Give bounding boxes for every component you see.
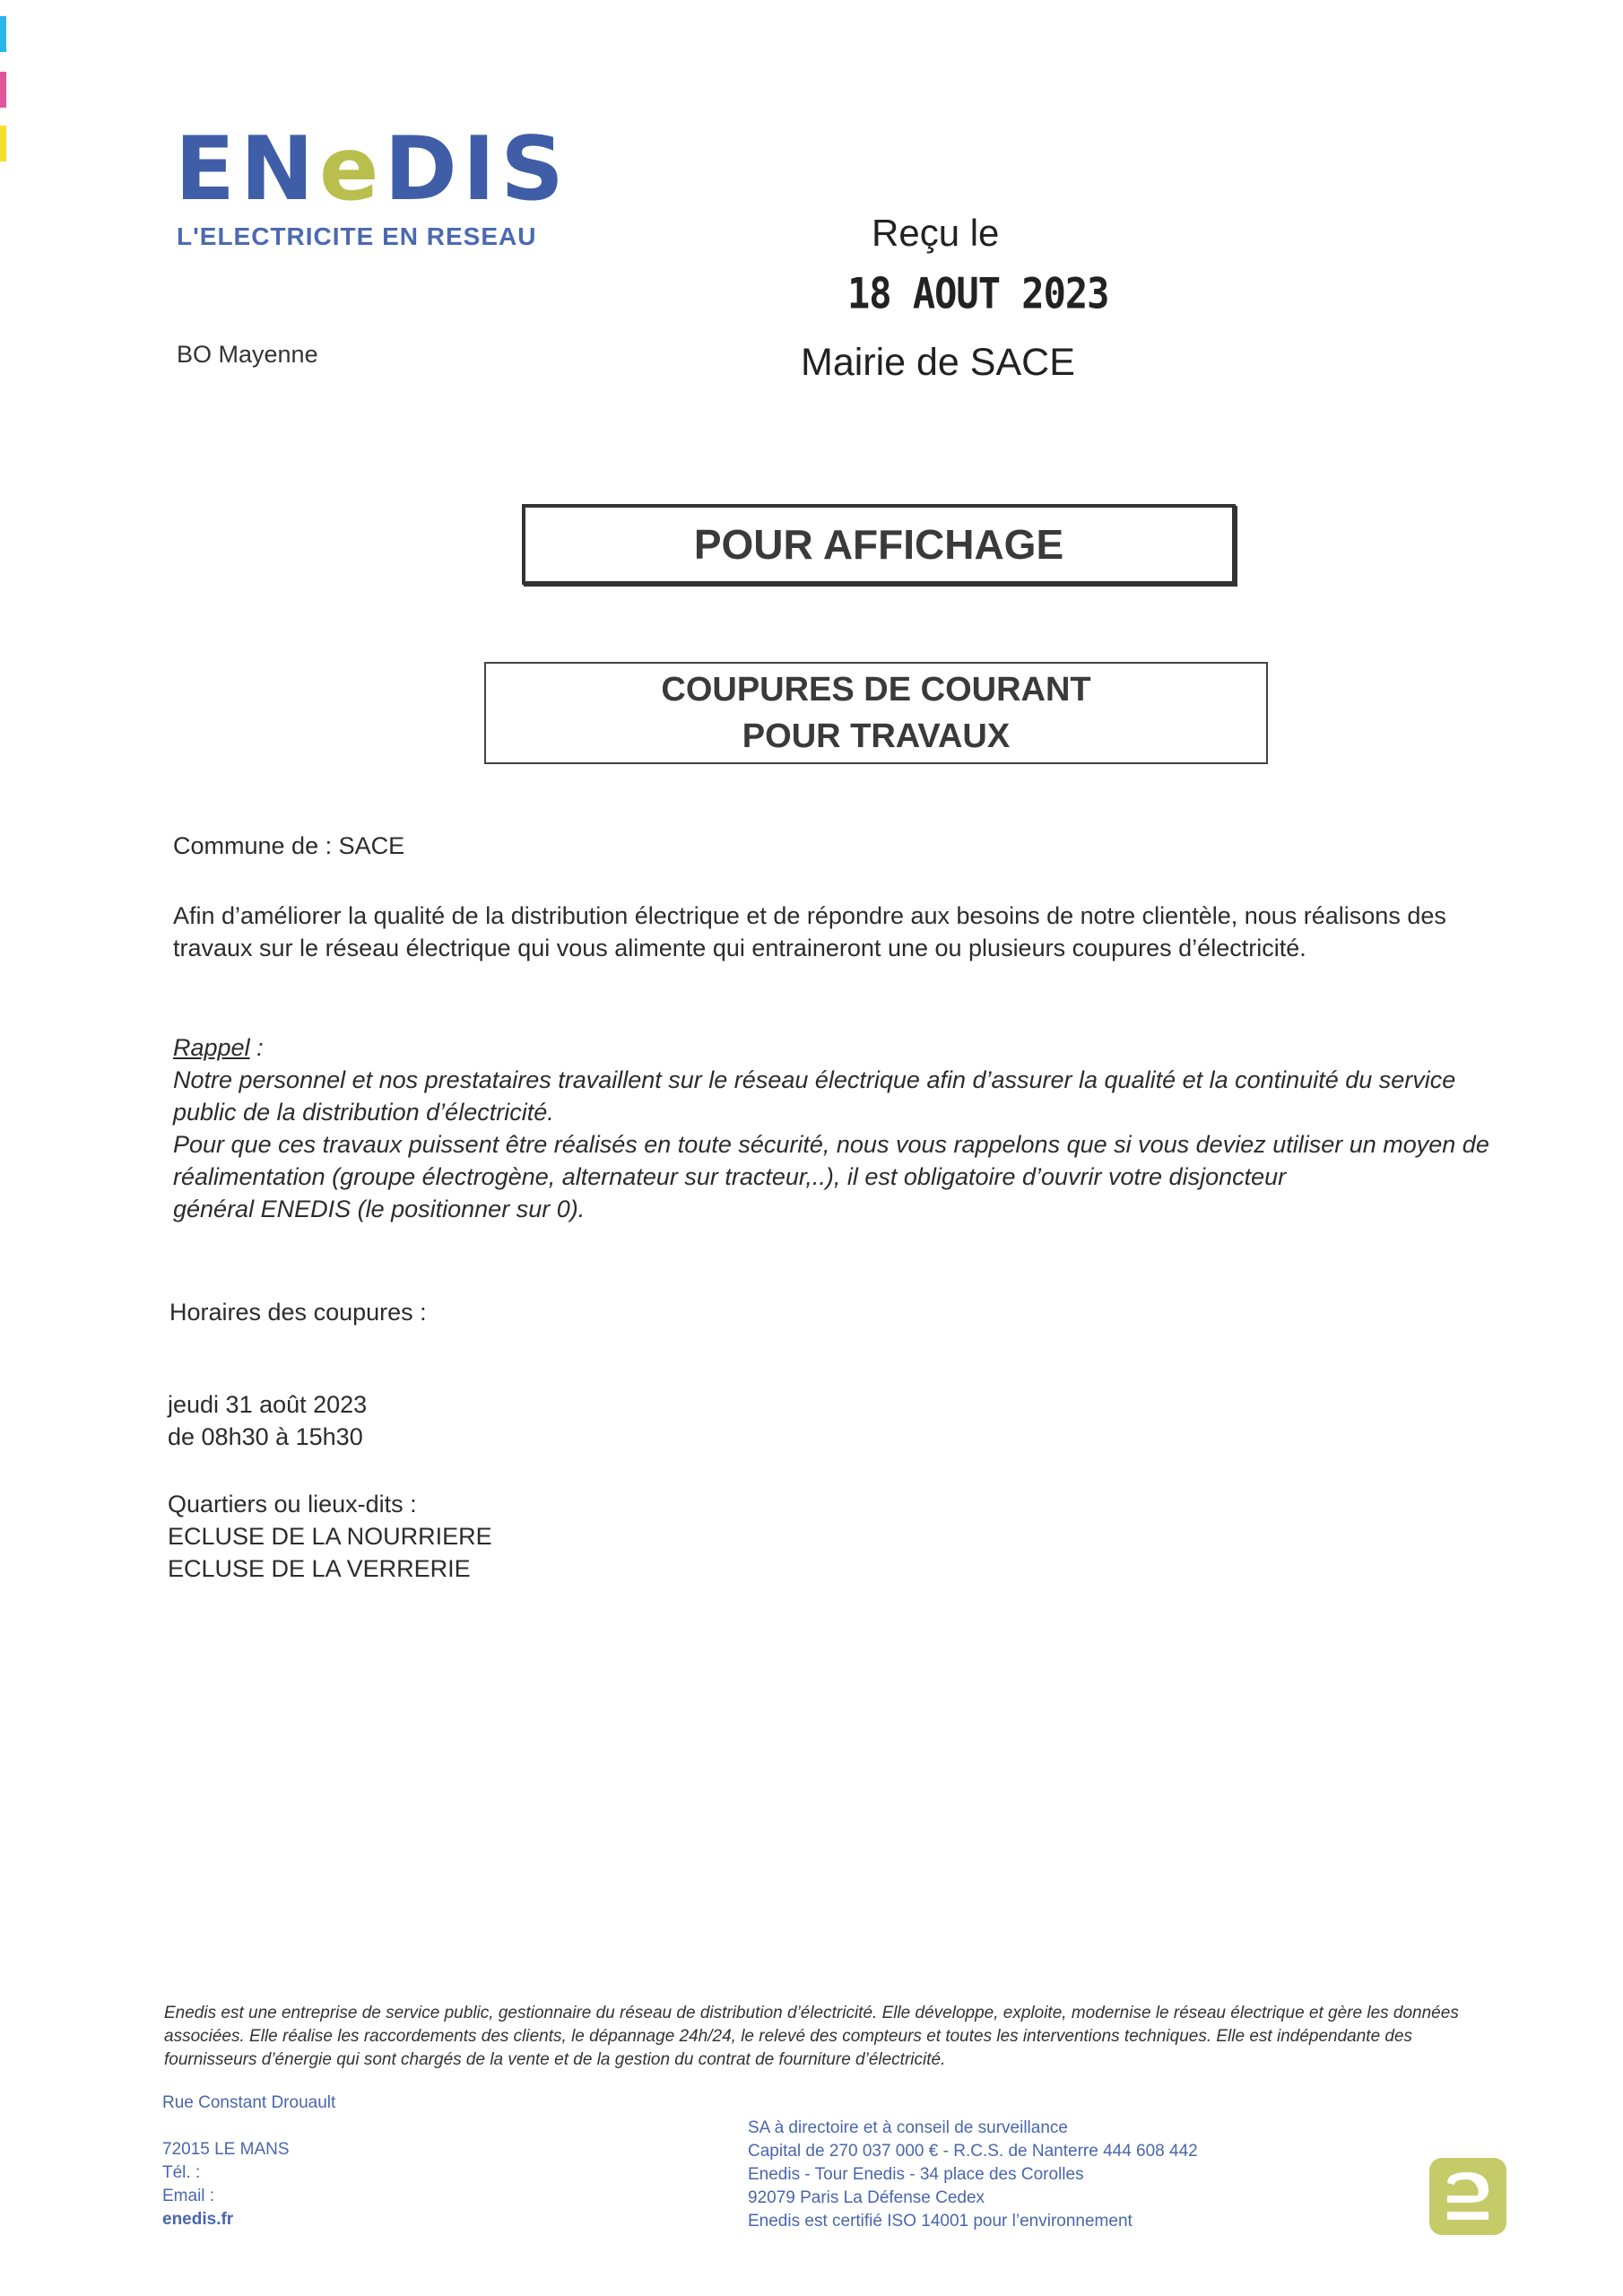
legal-line: Enedis - Tour Enedis - 34 place des Corolles [748,2165,1084,2184]
footer-street: Rue Constant Drouault [162,2093,336,2112]
logo-part-en: EN [175,118,319,221]
disclaimer-line: Enedis est une entreprise de service public, gestionnaire du réseau de distribution d’électricité. Elle développe, exploite, modernise le réseau électrique et gère les données [164,2004,1459,2022]
legal-line: 92079 Paris La Défense Cedex [748,2188,985,2207]
schedule-time: de 08h30 à 15h30 [168,1423,363,1450]
rappel-line: général ENEDIS (le positionner sur 0). [173,1196,586,1222]
intro-paragraph [173,900,1536,964]
rappel-line: réalimentation (groupe électrogène, alternateur sur tracteur,..), il est obligatoire d’ouvrir votre disjoncteur [173,1163,1287,1190]
magenta-registration-mark [0,72,6,108]
logo-tagline: L'ELECTRICITE EN RESEAU [177,222,537,250]
rappel-title: Rappel [173,1034,250,1061]
intro-line-2: travaux sur le réseau électrique qui vous alimente qui entraineront une ou plusieurs coupures d’électricité. [173,935,1306,961]
footer-city: 72015 LE MANS [162,2140,290,2159]
stamp-mairie: Mairie de SACE [801,341,1075,384]
website-link[interactable]: enedis.fr [162,2210,234,2229]
footer-legal [748,2117,1198,2233]
rappel-line: Pour que ces travaux puissent être réalisés en toute sécurité, nous vous rappelons que si vous deviez utiliser un moyen de [173,1131,1489,1158]
schedule-date: jeudi 31 août 2023 [168,1391,368,1418]
rappel-line: public de la distribution d’électricité. [173,1099,554,1126]
enedis-emblem-icon [1428,2156,1508,2237]
footer-website [162,2208,290,2231]
legal-line: Capital de 270 037 000 € - R.C.S. de Nanterre 444 608 442 [748,2142,1198,2161]
disclaimer-line: fournisseurs d’énergie qui sont chargés de la vente et de la gestion du contrat de fourniture d’électricité. [164,2050,946,2069]
rappel-heading [173,1031,1536,1064]
disclaimer-line: associées. Elle réalise les raccordements des clients, le dépannage 24h/24, le relevé des compteurs et toutes les interventions techniques. Elle est indépendante des [164,2027,1413,2046]
subject-line-2: POUR TRAVAUX [742,718,1011,755]
schedule [168,1388,367,1453]
horaires-label: Horaires des coupures : [169,1299,427,1326]
enedis-logo [175,118,569,221]
commune-line: Commune de : SACE [173,832,405,859]
logo-part-e: e [318,118,385,221]
location-item: ECLUSE DE LA NOURRIERE [168,1523,492,1550]
footer-disclaimer [164,2002,1500,2072]
rappel-colon: : [249,1034,264,1061]
stamp-date: 18 AOUT 2023 [847,269,1109,318]
sender-office: BO Mayenne [177,341,318,368]
location-item: ECLUSE DE LA VERRERIE [168,1555,471,1582]
subject-box [484,662,1268,764]
rappel-line: Notre personnel et nos prestataires travaillent sur le réseau électrique afin d’assurer la qualité et la continuité du service [173,1066,1456,1093]
yellow-registration-mark [0,126,6,161]
display-notice-text: POUR AFFICHAGE [693,521,1064,568]
display-notice-box [522,504,1236,585]
locations [168,1488,492,1585]
subject-line-1: COUPURES DE COURANT [661,671,1091,709]
locations-label: Quartiers ou lieux-dits : [168,1491,417,1518]
cyan-registration-mark [0,16,6,52]
intro-line-1: Afin d’améliorer la qualité de la distribution électrique et de répondre aux besoins de notre clientèle, nous réalisons des [173,902,1446,929]
footer-address [162,2138,290,2231]
legal-line: SA à directoire et à conseil de surveillance [748,2118,1068,2137]
stamp-received-label: Reçu le [872,212,1000,254]
legal-line: Enedis est certifié ISO 14001 pour l’environnement [748,2212,1133,2231]
footer-email: Email : [162,2187,215,2205]
footer-phone: Tél. : [162,2163,201,2182]
rappel-section [173,1031,1536,1225]
logo-part-dis: DIS [384,118,569,221]
